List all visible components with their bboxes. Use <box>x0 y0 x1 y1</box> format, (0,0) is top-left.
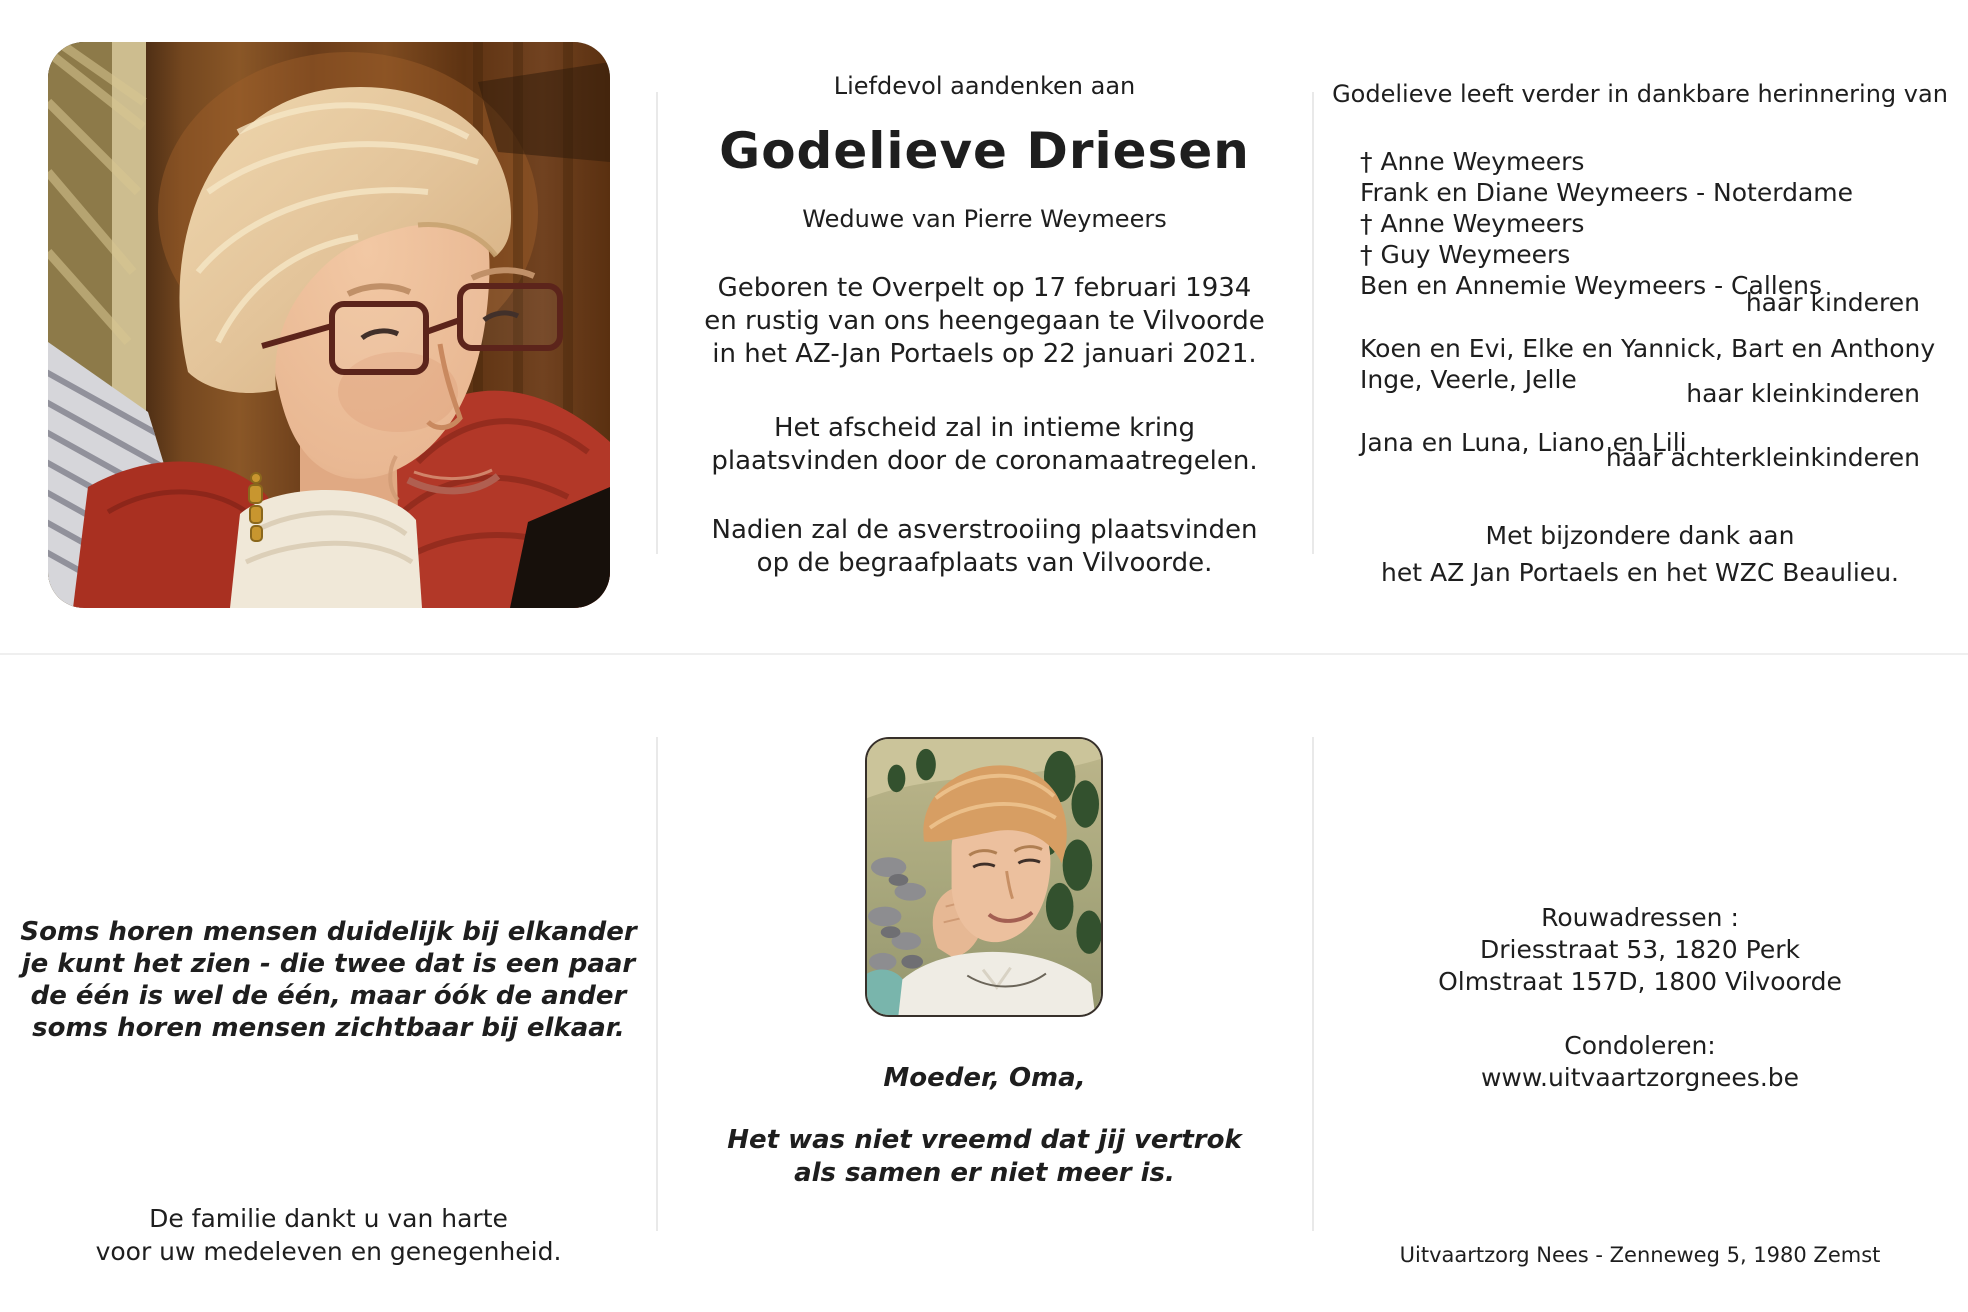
death-line-2: in het AZ-Jan Portaels op 22 januari 2021. <box>712 339 1257 369</box>
child-line: † Anne Weymeers <box>1360 209 1585 238</box>
family-thanks-block <box>0 1202 657 1268</box>
remembrance-heading: Godelieve leeft verder in dankbare herinnering van <box>1332 80 1948 108</box>
great-grandchild-line: Jana en Luna, Liano en Lili <box>1360 428 1687 457</box>
ashes-line-1: Nadien zal de asverstrooiing plaatsvinden <box>711 515 1258 545</box>
intro-line: Liefdevol aandenken aan <box>833 72 1136 100</box>
grandchild-line: Inge, Veerle, Jelle <box>1360 365 1577 394</box>
woman-mountain-portrait <box>867 739 1101 1015</box>
verse-block <box>657 1124 1312 1190</box>
condolences-block <box>1312 1030 1968 1094</box>
grandchildren-label: haar kleinkinderen <box>1686 379 1920 408</box>
child-line: † Guy Weymeers <box>1360 240 1571 269</box>
farewell-block <box>657 412 1312 478</box>
thanks-line-2: het AZ Jan Portaels en het WZC Beaulieu. <box>1381 558 1899 587</box>
poem-line: soms horen mensen zichtbaar bij elkaar. <box>32 1013 625 1043</box>
family-thanks-line-1: De familie dankt u van harte <box>149 1204 508 1233</box>
farewell-line-1: Het afscheid zal in intieme kring <box>773 413 1196 443</box>
addresses-heading: Rouwadressen : <box>1541 903 1739 932</box>
condolences-heading: Condoleren: <box>1564 1031 1716 1060</box>
address-line: Olmstraat 157D, 1800 Vilvoorde <box>1438 967 1842 996</box>
deceased-photo-small <box>865 737 1103 1017</box>
divider-horizontal <box>0 653 1968 655</box>
birth-line: Geboren te Overpelt op 17 februari 1934 <box>717 273 1252 303</box>
poem-line: je kunt het zien - die twee dat is een paar <box>21 949 636 979</box>
deceased-name: Godelieve Driesen <box>719 122 1250 180</box>
special-thanks-block <box>1312 517 1968 591</box>
elderly-woman-portrait <box>48 42 610 608</box>
ashes-block <box>657 514 1312 580</box>
verse-line-1: Het was niet vreemd dat jij vertrok <box>727 1125 1242 1155</box>
mourning-addresses-block <box>1312 902 1968 998</box>
funeral-home-line: Uitvaartzorg Nees - Zenneweg 5, 1980 Zemst <box>1399 1243 1881 1267</box>
poem-line: de één is wel de één, maar óók de ander <box>30 981 627 1011</box>
ashes-line-2: op de begraafplaats van Vilvoorde. <box>756 548 1213 578</box>
family-thanks-line-2: voor uw medeleven en genegenheid. <box>95 1237 562 1266</box>
children-list <box>1360 146 1853 301</box>
child-line: Ben en Annemie Weymeers - Callens <box>1360 271 1822 300</box>
grandchild-line: Koen en Evi, Elke en Yannick, Bart en Anthony <box>1360 334 1936 363</box>
condolences-website: www.uitvaartzorgnees.be <box>1480 1063 1800 1092</box>
farewell-line-2: plaatsvinden door de coronamaatregelen. <box>711 446 1258 476</box>
divider-top-right <box>1312 92 1314 554</box>
death-line-1: en rustig van ons heengegaan te Vilvoorde <box>704 306 1265 336</box>
child-line: † Anne Weymeers <box>1360 147 1585 176</box>
child-line: Frank en Diane Weymeers - Noterdame <box>1360 178 1853 207</box>
dedication-line: Moeder, Oma, <box>883 1063 1086 1093</box>
children-label: haar kinderen <box>1745 288 1920 317</box>
widow-line: Weduwe van Pierre Weymeers <box>802 205 1167 233</box>
great-grandchildren-label: haar achterkleinkinderen <box>1605 443 1920 472</box>
thanks-line-1: Met bijzondere dank aan <box>1485 521 1795 550</box>
poem-line: Soms horen mensen duidelijk bij elkander <box>20 917 637 947</box>
deceased-portrait-photo <box>48 42 610 608</box>
address-line: Driesstraat 53, 1820 Perk <box>1480 935 1800 964</box>
birth-death-block <box>657 272 1312 371</box>
poem-block <box>0 916 657 1044</box>
verse-line-2: als samen er niet meer is. <box>794 1158 1175 1188</box>
